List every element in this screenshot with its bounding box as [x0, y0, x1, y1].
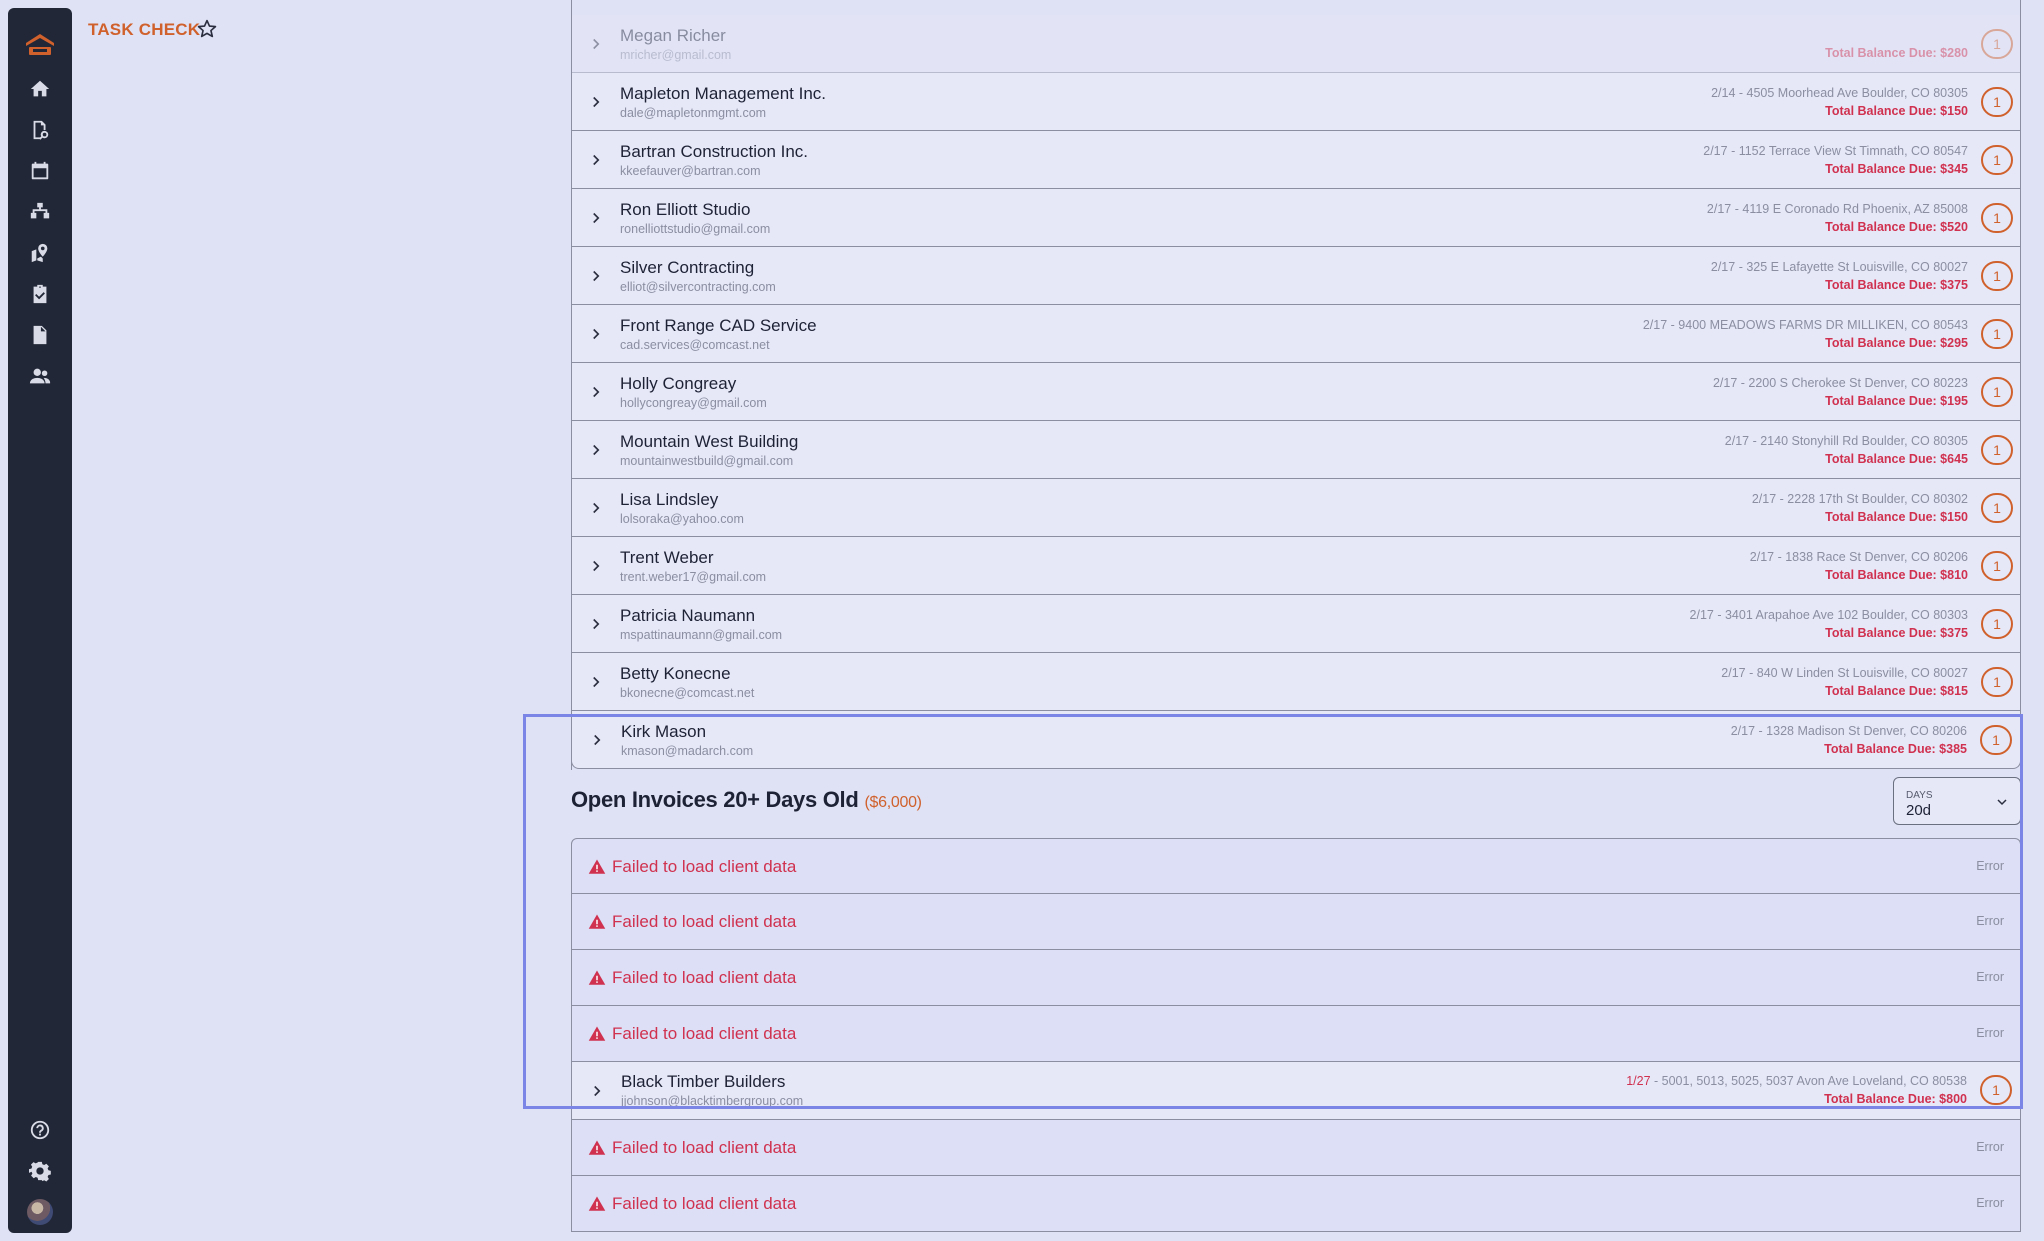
sidebar-item-invoices[interactable] [18, 109, 62, 150]
list-item[interactable] [571, 421, 2021, 479]
help-button[interactable] [18, 1109, 62, 1150]
invoice-date: 2/17 [1706, 202, 1732, 216]
address-text: - 9400 MEADOWS FARMS DR MILLIKEN, CO 80543 [1667, 318, 1968, 332]
network-icon [29, 201, 51, 223]
logo-icon[interactable] [20, 24, 60, 64]
address-text: - 325 E Lafayette St Louisville, CO 80027 [1735, 260, 1968, 274]
balance-due: Total Balance Due: $280 [1825, 46, 1968, 60]
calendar-icon [29, 160, 51, 182]
error-message: Failed to load client data [612, 1194, 797, 1213]
client-address [1643, 318, 1968, 332]
days-select[interactable] [1893, 777, 2021, 825]
client-name: Holly Congreay [620, 374, 737, 393]
client-name: Black Timber Builders [621, 1072, 786, 1091]
clipboard-check-icon [29, 283, 51, 305]
client-email: trent.weber17@gmail.com [620, 570, 767, 584]
client-name: Betty Konecne [620, 664, 731, 683]
list-item[interactable] [571, 479, 2021, 537]
warning-icon [588, 913, 606, 931]
client-address [1750, 550, 1968, 564]
invoice-date: 1/27 [1626, 1074, 1651, 1088]
client-email: jjohnson@blacktimbergroup.com [621, 1094, 804, 1108]
invoice-count-badge[interactable]: 1 [1981, 145, 2013, 175]
client-address [1731, 724, 1967, 738]
client-email: bkonecne@comcast.net [620, 686, 755, 700]
list-border-right [2020, 0, 2021, 770]
error-row [571, 950, 2021, 1006]
balance-due: Total Balance Due: $385 [1824, 742, 1967, 756]
balance-due: Total Balance Due: $815 [1825, 684, 1968, 698]
client-address [1703, 144, 1968, 158]
list-item[interactable] [571, 595, 2021, 653]
list-item[interactable] [571, 189, 2021, 247]
client-name: Ron Elliott Studio [620, 200, 751, 219]
invoice-date: 2/17 [1749, 550, 1775, 564]
client-email: mricher@gmail.com [620, 48, 732, 62]
invoice-date: 2/14 [1711, 86, 1736, 100]
error-row [571, 1176, 2021, 1232]
balance-due: Total Balance Due: $295 [1825, 336, 1968, 350]
chevron-right-icon[interactable] [587, 499, 605, 517]
chevron-right-icon[interactable] [587, 151, 605, 169]
list-item[interactable] [571, 305, 2021, 363]
client-email: elliot@silvercontracting.com [620, 280, 776, 294]
list-item[interactable] [571, 131, 2021, 189]
list-item[interactable] [571, 537, 2021, 595]
chevron-right-icon[interactable] [587, 383, 605, 401]
client-name: Mountain West Building [620, 432, 799, 451]
error-row [571, 1120, 2021, 1176]
page-title: TASK CHECK [88, 20, 201, 39]
client-email: cad.services@comcast.net [620, 338, 770, 352]
chevron-right-icon[interactable] [587, 441, 605, 459]
list-item[interactable] [571, 15, 2021, 73]
error-tag: Error [1976, 859, 2004, 873]
client-email: dale@mapletonmgmt.com [620, 106, 767, 120]
invoice-count-badge[interactable]: 1 [1981, 667, 2013, 697]
chevron-right-icon[interactable] [587, 673, 605, 691]
section-title-text: Open Invoices 20+ Days Old [571, 787, 859, 812]
chevron-right-icon[interactable] [587, 35, 605, 53]
client-name: Trent Weber [620, 548, 714, 567]
address-text: - 2228 17th St Boulder, CO 80302 [1776, 492, 1968, 506]
document-search-icon [29, 119, 51, 141]
chevron-right-icon[interactable] [588, 1082, 606, 1100]
help-icon [29, 1119, 51, 1141]
chevron-right-icon[interactable] [587, 209, 605, 227]
invoice-date: 2/17 [1730, 724, 1756, 738]
warning-icon [588, 1139, 606, 1157]
sidebar-item-users[interactable] [18, 355, 62, 396]
client-name: Kirk Mason [621, 722, 707, 741]
list-item[interactable] [571, 653, 2021, 711]
address-text: - 840 W Linden St Louisville, CO 80027 [1745, 666, 1968, 680]
balance-due: Total Balance Due: $375 [1825, 626, 1968, 640]
error-row [571, 894, 2021, 950]
warning-icon [588, 969, 606, 987]
invoice-date: 2/17 [1751, 492, 1777, 506]
client-address [1713, 376, 1968, 390]
days-label: DAYS [1906, 790, 1933, 801]
sidebar-item-network[interactable] [18, 191, 62, 232]
error-message: Failed to load client data [612, 1024, 797, 1043]
client-email: mountainwestbuild@gmail.com [620, 454, 794, 468]
error-row [571, 1006, 2021, 1062]
list-item[interactable] [571, 1062, 2021, 1120]
client-name: Patricia Naumann [620, 606, 756, 625]
section-amount: ($6,000) [864, 794, 922, 811]
invoice-count-badge[interactable]: 1 [1980, 725, 2012, 755]
address-text: - 1838 Race St Denver, CO 80206 [1774, 550, 1968, 564]
client-email: mspattinaumann@gmail.com [620, 628, 783, 642]
client-name: Bartran Construction Inc. [620, 142, 809, 161]
client-address [1626, 1074, 1967, 1088]
warning-icon [588, 1025, 606, 1043]
warning-icon [588, 1195, 606, 1213]
invoice-count-badge[interactable]: 1 [1981, 87, 2013, 117]
address-text: - 2140 Stonyhill Rd Boulder, CO 80305 [1749, 434, 1968, 448]
chevron-right-icon[interactable] [588, 731, 606, 749]
error-row [571, 838, 2021, 894]
error-message: Failed to load client data [612, 857, 797, 876]
client-email: kkeefauver@bartran.com [620, 164, 761, 178]
error-message: Failed to load client data [612, 1138, 797, 1157]
client-email: kmason@madarch.com [621, 744, 754, 758]
invoice-count-badge[interactable]: 1 [1981, 261, 2013, 291]
balance-due: Total Balance Due: $375 [1825, 278, 1968, 292]
client-address [1721, 666, 1968, 680]
error-message: Failed to load client data [612, 912, 797, 931]
list-item[interactable] [571, 73, 2021, 131]
invoice-count-badge[interactable]: 1 [1981, 319, 2013, 349]
balance-due: Total Balance Due: $150 [1825, 104, 1968, 118]
address-text: - 1328 Madison St Denver, CO 80206 [1755, 724, 1967, 738]
error-tag: Error [1976, 970, 2004, 984]
chevron-right-icon[interactable] [587, 267, 605, 285]
address-text: - 1152 Terrace View St Timnath, CO 80547 [1727, 144, 1968, 158]
invoice-date: 2/17 [1710, 260, 1736, 274]
invoice-count-badge[interactable]: 1 [1980, 1075, 2012, 1105]
balance-due: Total Balance Due: $800 [1824, 1092, 1967, 1106]
sidebar-item-map[interactable] [18, 232, 62, 273]
invoice-date: 2/17 [1712, 376, 1738, 390]
error-tag: Error [1976, 914, 2004, 928]
client-name: Front Range CAD Service [620, 316, 817, 335]
days-value: 20d [1906, 802, 1932, 819]
balance-due: Total Balance Due: $645 [1825, 452, 1968, 466]
home-icon [29, 78, 51, 100]
list-border-left [571, 0, 572, 770]
client-email: hollycongreay@gmail.com [620, 396, 767, 410]
client-name: Megan Richer [620, 26, 726, 45]
invoice-count-badge[interactable]: 1 [1981, 493, 2013, 523]
sidebar-item-documents[interactable] [18, 314, 62, 355]
warning-icon [588, 858, 606, 876]
invoice-date: 2/17 [1703, 144, 1728, 158]
chevron-right-icon[interactable] [587, 93, 605, 111]
client-name: Silver Contracting [620, 258, 755, 277]
client-email: lolsoraka@yahoo.com [620, 512, 744, 526]
invoice-count-badge[interactable]: 1 [1981, 609, 2013, 639]
address-text: - 2200 S Cherokee St Denver, CO 80223 [1737, 376, 1968, 390]
client-email: ronelliottstudio@gmail.com [620, 222, 771, 236]
chevron-right-icon[interactable] [587, 557, 605, 575]
balance-due: Total Balance Due: $345 [1825, 162, 1968, 176]
settings-button[interactable] [18, 1150, 62, 1191]
invoice-count-badge[interactable]: 1 [1981, 29, 2013, 59]
balance-due: Total Balance Due: $195 [1825, 394, 1968, 408]
address-text: - 5001, 5013, 5025, 5037 Avon Ave Loveland, CO 80538 [1650, 1074, 1967, 1088]
balance-due: Total Balance Due: $810 [1825, 568, 1968, 582]
invoice-date: 2/17 [1642, 318, 1668, 332]
invoice-count-badge[interactable]: 1 [1981, 203, 2013, 233]
list-item[interactable] [571, 247, 2021, 305]
client-address [1707, 202, 1968, 216]
chevron-right-icon[interactable] [587, 325, 605, 343]
error-tag: Error [1976, 1196, 2004, 1210]
sidebar-item-calendar[interactable] [18, 150, 62, 191]
error-tag: Error [1976, 1026, 2004, 1040]
client-address [1711, 86, 1968, 100]
chevron-down-icon [1996, 796, 2008, 808]
sidebar-item-tasks[interactable] [18, 273, 62, 314]
error-tag: Error [1976, 1140, 2004, 1154]
section-title [571, 787, 922, 813]
users-icon [29, 365, 51, 387]
list-item[interactable] [571, 711, 2021, 769]
error-message: Failed to load client data [612, 968, 797, 987]
balance-due: Total Balance Due: $150 [1825, 510, 1968, 524]
chevron-right-icon[interactable] [587, 615, 605, 633]
invoice-date: 2/17 [1724, 434, 1750, 448]
invoice-date: 2/17 [1689, 608, 1714, 622]
file-icon [29, 324, 51, 346]
map-pin-icon [29, 242, 51, 264]
address-text: - 4119 E Coronado Rd Phoenix, AZ 85008 [1731, 202, 1968, 216]
invoice-count-badge[interactable]: 1 [1981, 435, 2013, 465]
address-text: - 4505 Moorhead Ave Boulder, CO 80305 [1735, 86, 1968, 100]
sidebar-item-home[interactable] [18, 68, 62, 109]
invoice-count-badge[interactable]: 1 [1981, 377, 2013, 407]
invoice-count-badge[interactable]: 1 [1981, 551, 2013, 581]
list-item[interactable] [571, 363, 2021, 421]
client-address [1690, 608, 1968, 622]
invoice-date: 2/17 [1721, 666, 1746, 680]
address-text: - 3401 Arapahoe Ave 102 Boulder, CO 80303 [1713, 608, 1968, 622]
client-name: Lisa Lindsley [620, 490, 719, 509]
balance-due: Total Balance Due: $520 [1825, 220, 1968, 234]
client-address [1725, 434, 1968, 448]
avatar[interactable] [27, 1199, 53, 1225]
star-icon[interactable] [196, 18, 218, 40]
gear-icon [29, 1160, 51, 1182]
sidebar [8, 8, 72, 1233]
client-address [1752, 492, 1968, 506]
client-address [1711, 260, 1968, 274]
client-name: Mapleton Management Inc. [620, 84, 827, 103]
